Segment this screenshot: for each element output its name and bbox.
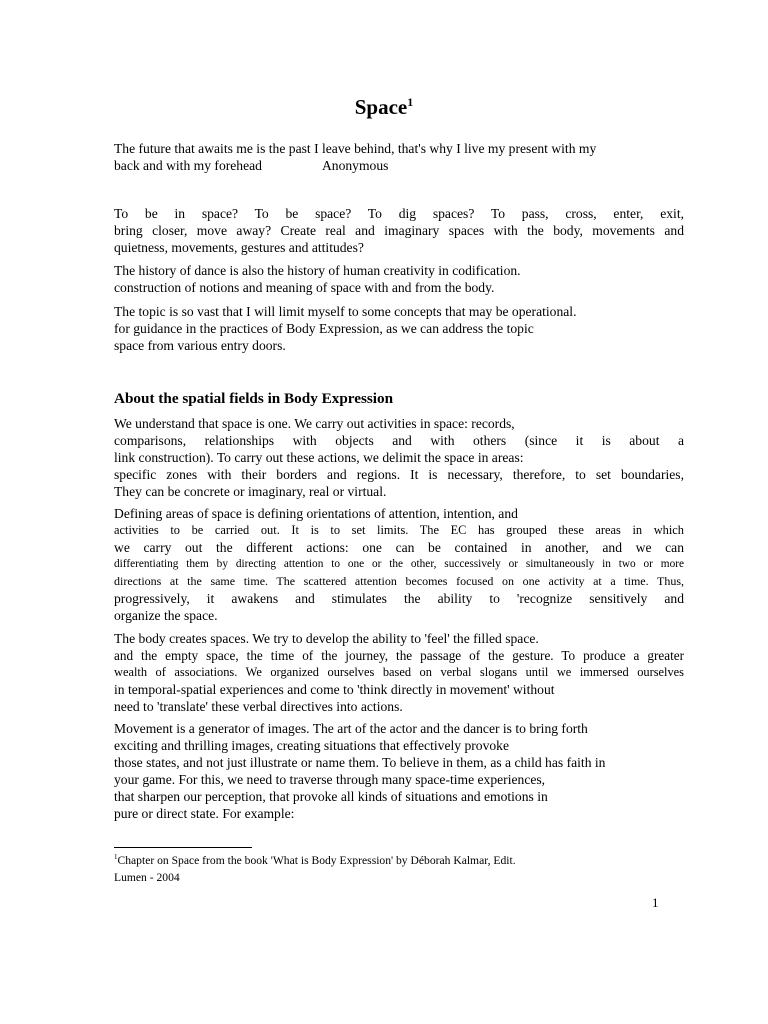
paragraph-line: your game. For this, we need to traverse through many space-time experiences, (114, 772, 546, 787)
paragraph-line: those states, and not just illustrate or name them. To believe in them, as a child has faith in (114, 755, 606, 770)
paragraph-line: link construction). To carry out these actions, we delimit the space in areas: (114, 450, 524, 465)
intro-paragraph-2 (114, 262, 684, 296)
paragraph-line: The topic is so vast that I will limit myself to some concepts that may be operational. (114, 304, 577, 319)
paragraph-line: and the empty space, the time of the journey, the passage of the gesture. To produce a greater (114, 648, 684, 663)
section-paragraph-2 (114, 505, 684, 624)
footnote-line (114, 852, 516, 869)
section-paragraph-1 (114, 415, 684, 500)
epigraph-line-text: back and with my forehead (114, 158, 262, 173)
epigraph (114, 140, 684, 174)
epigraph-line: The future that awaits me is the past I leave behind, that's why I live my present with my (114, 141, 597, 156)
footnote (114, 852, 516, 886)
paragraph-line: The body creates spaces. We try to develop the ability to 'feel' the filled space. (114, 631, 539, 646)
paragraph-line: specific zones with their borders and regions. It is necessary, therefore, to set boundaries, (114, 467, 684, 482)
paragraph-line: directions at the same time. The scattered attention becomes focused on one activity at a time. Thus, (114, 574, 684, 588)
page-number: 1 (652, 895, 659, 910)
title-footnote-ref: 1 (407, 95, 414, 109)
paragraph-line: in temporal-spatial experiences and come to 'think directly in movement' without (114, 682, 555, 697)
paragraph-line: Movement is a generator of images. The art of the actor and the dancer is to bring forth (114, 721, 588, 736)
paragraph-line: space from various entry doors. (114, 338, 286, 353)
paragraph-line: comparisons, relationships with objects and with others (since it is about a (114, 433, 684, 448)
intro-paragraph-1 (114, 205, 684, 256)
paragraph-line: activities to be carried out. It is to set limits. The EC has grouped these areas in which (114, 523, 684, 537)
title-text: Space (354, 95, 408, 119)
paragraph-line: wealth of associations. We organized ourselves based on verbal slogans until we immersed ourselves (114, 665, 684, 679)
paragraph-line: We understand that space is one. We carry out activities in space: records, (114, 416, 515, 431)
paragraph-line: pure or direct state. For example: (114, 806, 295, 821)
paragraph-line: differentiating them by directing attention to one or the other, successively or simultaneously in two or more (114, 558, 684, 570)
paragraph-line: quietness, movements, gestures and attitudes? (114, 240, 364, 255)
page-title (0, 95, 768, 120)
epigraph-author: Anonymous (321, 158, 389, 173)
paragraph-line: progressively, it awakens and stimulates the ability to 'recognize sensitively and (114, 591, 684, 606)
paragraph-line: Defining areas of space is defining orientations of attention, intention, and (114, 506, 518, 521)
intro-paragraph-3 (114, 303, 684, 354)
section-heading: About the spatial fields in Body Expression (114, 390, 394, 407)
section-paragraph-3 (114, 630, 684, 715)
paragraph-line: They can be concrete or imaginary, real or virtual. (114, 484, 387, 499)
footnote-ref: 1 (114, 853, 118, 862)
paragraph-line: The history of dance is also the history of human creativity in codification. (114, 263, 521, 278)
paragraph-line: that sharpen our perception, that provoke all kinds of situations and emotions in (114, 789, 548, 804)
paragraph-line: exciting and thrilling images, creating situations that effectively provoke (114, 738, 509, 753)
paragraph-line: construction of notions and meaning of space with and from the body. (114, 280, 495, 295)
paragraph-line: organize the space. (114, 608, 218, 623)
footnote-text: Chapter on Space from the book 'What is Body Expression' by Déborah Kalmar, Edit. (117, 854, 516, 867)
footnote-line: Lumen - 2004 (114, 871, 180, 884)
paragraph-line: bring closer, move away? Create real and imaginary spaces with the body, movements and (114, 223, 684, 238)
section-paragraph-4 (114, 720, 684, 822)
paragraph-line: for guidance in the practices of Body Expression, as we can address the topic (114, 321, 534, 336)
epigraph-line (114, 157, 684, 174)
footnote-divider (114, 847, 252, 848)
paragraph-line: need to 'translate' these verbal directives into actions. (114, 699, 403, 714)
paragraph-line: To be in space? To be space? To dig spaces? To pass, cross, enter, exit, (114, 206, 684, 221)
paragraph-line: we carry out the different actions: one can be contained in another, and we can (114, 540, 684, 555)
